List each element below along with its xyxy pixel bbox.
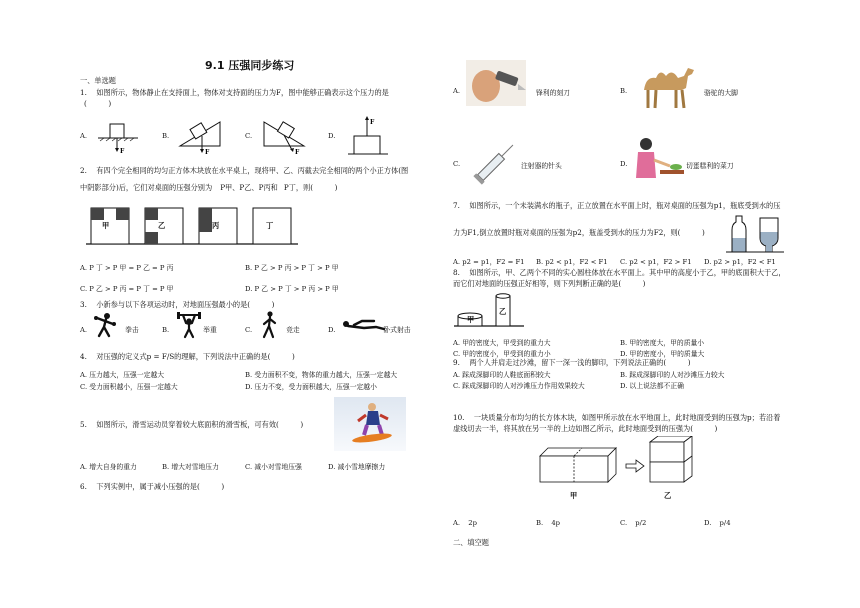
q3-stem: 3. 小新参与以下各项运动时，对地面压强最小的是( ) [80, 300, 275, 309]
q4-option-c[interactable]: C. 受力面积越小，压强一定越大 [80, 383, 178, 391]
q10-label-jia: 甲 [570, 491, 578, 500]
q2-stem-line2: 中阴影部分)后，它们对桌面的压强分别为 P甲、P乙、P丙和 P丁，则( ) [80, 183, 338, 192]
q7-option-d[interactable]: D. p2 > p1，F2 < F1 [704, 258, 776, 266]
q9-stem: 9. 两个人并肩走过沙滩，留下一深一浅的脚印，下列说法正确的( ) [453, 358, 691, 367]
cuboid-figure [536, 436, 716, 496]
q7-option-c[interactable]: C. p2 < p1，F2 > F1 [620, 258, 692, 266]
q6-option-d[interactable]: D. [620, 160, 628, 168]
q1-figure-d [346, 112, 390, 158]
q1-force-label-c: F [295, 149, 300, 156]
prone-shooting-icon [340, 318, 388, 332]
q1-figure-c [262, 116, 308, 156]
syringe-photo [468, 134, 524, 190]
q5-option-b[interactable]: B. 增大对雪地压力 [162, 463, 219, 471]
q4-option-b[interactable]: B. 受力面积不变，物体的重力越大，压强一定越大 [245, 371, 398, 379]
q8-option-b[interactable]: B. 甲的密度大，甲的质量小 [620, 339, 705, 347]
section-heading-single-choice: 一、单选题 [80, 76, 116, 85]
q2-option-c[interactable]: C. P 乙 > P 丙 = P 丁 = P 甲 [80, 285, 174, 293]
q2-option-a[interactable]: A. P 丁 > P 甲 = P 乙 = P 丙 [80, 264, 174, 272]
chef-cutting-photo [630, 134, 686, 190]
q4-option-a[interactable]: A. 压力越大，压强一定越大 [80, 371, 165, 379]
q6-option-c[interactable]: C. [453, 160, 461, 168]
q3-option-a[interactable]: A. 拳击 [80, 326, 139, 334]
q6-option-b[interactable]: B. [620, 87, 628, 95]
q2-option-d[interactable]: D. P 乙 > P 丁 > P 丙 > P 甲 [245, 285, 339, 293]
q1-option-d[interactable]: D. [328, 132, 336, 140]
q8-stem-line2: 而它们对地面的压强正好相等，则下列判断正确的是( ) [453, 279, 646, 288]
q6-option-a[interactable]: A. [453, 87, 461, 95]
cylinders-figure [454, 290, 526, 330]
q9-option-b[interactable]: B. 踩成深脚印的人对沙滩压力较大 [620, 371, 725, 379]
q7-option-b[interactable]: B. p2 < p1，F2 < F1 [536, 258, 608, 266]
q5-stem: 5. 如图所示，滑雪运动员穿着较大底面积的滑雪板，可有效( ) [80, 420, 304, 429]
q4-stem: 4. 对压强的定义式p = F/S的理解，下列说法中正确的是( ) [80, 352, 295, 361]
weightlifting-icon [176, 311, 202, 339]
q8-option-a[interactable]: A. 甲的密度大，甲受到的重力大 [453, 339, 551, 347]
page-title: 9.1 压强同步练习 [205, 59, 295, 72]
q2-stem-line1: 2. 有四个完全相同的均匀正方体木块放在水平桌上，现将甲、乙、丙截去完全相同的两个小正方体(图 [80, 166, 409, 175]
q6-option-b-text: 骆驼的大脚 [704, 89, 738, 97]
q1-stem-line1: 1. 如图所示，物体静止在支持面上，物体对支持面的压力为F，图中能够正确表示这个压力的是 [80, 88, 389, 97]
snowboarder-photo [334, 397, 406, 451]
q1-force-label-b: F [205, 149, 210, 156]
q2-option-b[interactable]: B. P 乙 > P 丙 > P 丁 > P 甲 [245, 264, 339, 272]
q1-force-label-a: F [120, 148, 125, 154]
q5-option-a[interactable]: A. 增大自身的重力 [80, 463, 137, 471]
q10-option-d[interactable]: D. p/4 [704, 519, 731, 527]
q6-stem: 6. 下列实例中，属于减小压强的是( ) [80, 482, 225, 491]
q1-option-b[interactable]: B. [162, 132, 170, 140]
race-walking-icon [258, 311, 280, 339]
q8-option-c[interactable]: C. 甲的密度小，甲受到的重力小 [453, 350, 551, 358]
section-heading-fill-in: 二、填空题 [453, 538, 489, 547]
bottle-figure [726, 208, 786, 256]
q3-option-d[interactable]: D. 卧式射击 [328, 326, 411, 334]
boxing-icon [93, 312, 119, 338]
q1-stem-line2: ( ) [84, 99, 112, 108]
q9-option-a[interactable]: A. 踩成深脚印的人鞋底面积较大 [453, 371, 551, 379]
q1-figure-b [178, 116, 224, 156]
q8-label-jia: 甲 [467, 315, 475, 324]
q6-option-c-text: 注射器的针头 [521, 162, 562, 170]
q1-force-label-d: F [370, 119, 375, 126]
q1-option-a[interactable]: A. [80, 132, 88, 140]
knife-photo [466, 60, 526, 106]
q3-option-c[interactable]: C. 竞走 [245, 326, 300, 334]
q8-label-yi: 乙 [499, 307, 507, 316]
q10-stem-line1: 10. 一块质量分布均匀的长方体木块，如图甲所示放在水平地面上，此时地面受到的压强为p；若沿着 [453, 413, 781, 422]
q1-figure-a [96, 118, 140, 154]
q3-option-b[interactable]: B. 举重 [162, 326, 217, 334]
q5-option-c[interactable]: C. 减小对雪地压强 [245, 463, 302, 471]
q9-option-d[interactable]: D. 以上说法都不正确 [620, 382, 684, 390]
q6-option-d-text: 切蛋糕利的菜刀 [686, 162, 734, 170]
q10-option-b[interactable]: B. 4p [536, 519, 561, 527]
q4-option-d[interactable]: D. 压力不变，受力面积越大，压强一定越小 [245, 383, 377, 391]
q2-block-label-bing: 丙 [212, 221, 220, 230]
q1-option-c[interactable]: C. [245, 132, 253, 140]
q10-label-yi: 乙 [664, 491, 672, 500]
q7-option-a[interactable]: A. p2 = p1，F2 = F1 [453, 258, 525, 266]
q10-option-c[interactable]: C. p/2 [620, 519, 647, 527]
q2-block-label-jia: 甲 [102, 221, 110, 230]
q6-option-a-text: 锋利的刻刀 [536, 89, 570, 97]
q7-stem-line2: 力为F1,倒立放置时瓶对桌面的压强为p2，瓶盖受到水的压力为F2，则( ) [453, 228, 705, 237]
q10-stem-line2: 虚线切去一半，将其放在另一半的上边如图乙所示，此时地面受到的压强为( ) [453, 424, 718, 433]
q2-block-label-yi: 乙 [158, 221, 166, 230]
q2-block-label-ding: 丁 [266, 221, 274, 230]
q10-option-a[interactable]: A. 2p [453, 519, 477, 527]
q8-option-d[interactable]: D. 甲的密度小，甲的质量大 [620, 350, 705, 358]
q7-stem-line1: 7. 如图所示，一个未装满水的瓶子，正立放置在水平面上时，瓶对桌面的压强为p1，瓶底受到水的压 [453, 201, 781, 210]
q9-option-c[interactable]: C. 踩成深脚印的人对沙滩压力作用效果较大 [453, 382, 585, 390]
q8-stem-line1: 8. 如图所示，甲、乙两个不同的实心圆柱体放在水平面上。其中甲的高度小于乙，甲的底面积大于乙， [453, 268, 786, 277]
camel-photo [630, 60, 700, 112]
q5-option-d[interactable]: D. 减小雪地摩擦力 [328, 463, 386, 471]
